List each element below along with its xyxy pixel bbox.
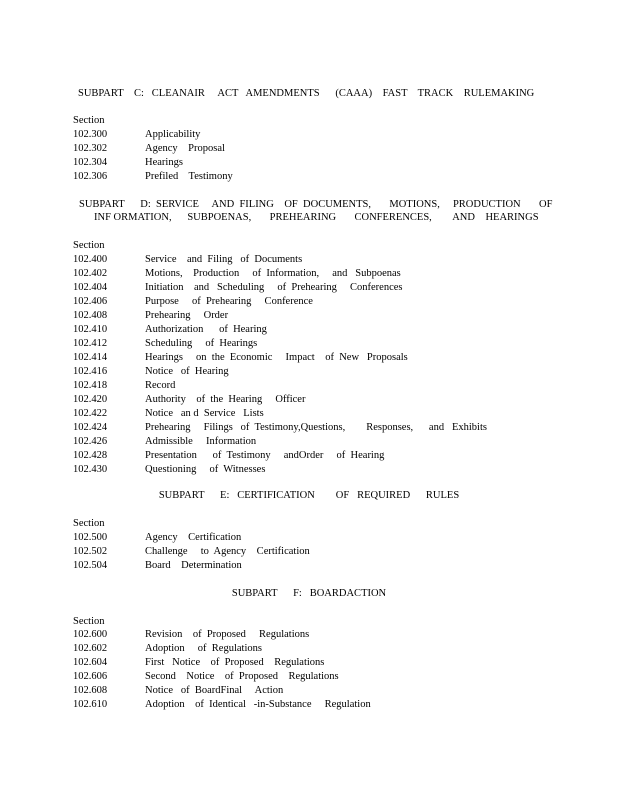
section-title: Authorization of Hearing <box>145 324 267 335</box>
section-number: 102.414 <box>73 352 108 363</box>
section-number: 102.400 <box>73 254 108 265</box>
section-title: First Notice of Proposed Regulations <box>145 657 325 668</box>
subpart-f-entries <box>73 628 553 712</box>
section-title: Presentation of Testimony andOrder of Hearing <box>145 450 385 461</box>
section-title: Questioning of Witnesses <box>145 464 266 475</box>
subpart-e-entries <box>73 531 553 573</box>
list-item <box>73 337 553 351</box>
section-title: Agency Certification <box>145 532 242 543</box>
section-number: 102.606 <box>73 671 108 682</box>
section-title: Hearings <box>145 157 183 168</box>
list-item <box>73 393 553 407</box>
section-number: 102.502 <box>73 546 108 557</box>
section-title: Hearings on the Economic Impact of New Proposals <box>145 352 408 363</box>
subpart-c-entries <box>73 128 553 184</box>
list-item <box>73 407 553 421</box>
list-item <box>73 379 553 393</box>
section-number: 102.402 <box>73 268 108 279</box>
section-number: 102.500 <box>73 532 108 543</box>
section-title: Board Determination <box>145 560 242 571</box>
list-item <box>73 698 553 712</box>
section-title: Notice of BoardFinal Action <box>145 685 284 696</box>
list-item <box>73 128 553 142</box>
section-number: 102.408 <box>73 310 108 321</box>
section-title: Prehearing Order <box>145 310 229 321</box>
section-title: Applicability <box>145 129 201 140</box>
section-title: Adoption of Regulations <box>145 643 262 654</box>
section-number: 102.404 <box>73 282 108 293</box>
section-number: 102.604 <box>73 657 108 668</box>
subpart-d-heading-line1: SUBPART D: SERVICE AND FILING OF DOCUMENTS, MOTIONS, PRODUCTION OF <box>79 199 553 210</box>
subpart-e-section-label: Section <box>73 518 105 529</box>
section-title: Service and Filing of Documents <box>145 254 303 265</box>
section-number: 102.306 <box>73 171 108 182</box>
list-item <box>73 449 553 463</box>
section-title: Challenge to Agency Certification <box>145 546 310 557</box>
list-item <box>73 421 553 435</box>
list-item <box>73 351 553 365</box>
section-number: 102.302 <box>73 143 108 154</box>
section-number: 102.300 <box>73 129 108 140</box>
section-title: Record <box>145 380 176 391</box>
section-number: 102.424 <box>73 422 108 433</box>
section-number: 102.412 <box>73 338 108 349</box>
section-title: Adoption of Identical -in-Substance Regulation <box>145 699 371 710</box>
section-number: 102.602 <box>73 643 108 654</box>
section-number: 102.422 <box>73 408 108 419</box>
list-item <box>73 463 553 477</box>
list-item <box>73 142 553 156</box>
list-item <box>73 365 553 379</box>
list-item <box>73 253 553 267</box>
subpart-e-heading: SUBPART E: CERTIFICATION OF REQUIRED RULES <box>158 490 460 501</box>
subpart-d-entries <box>73 253 553 477</box>
section-title: Scheduling of Hearings <box>145 338 258 349</box>
list-item <box>73 281 553 295</box>
section-number: 102.416 <box>73 366 108 377</box>
section-title: Admissible Information <box>145 436 257 447</box>
list-item <box>73 642 553 656</box>
section-title: Notice of Hearing <box>145 366 229 377</box>
section-title: Motions, Production of Information, and Subpoenas <box>145 268 401 279</box>
list-item <box>73 545 553 559</box>
subpart-f-section-label: Section <box>73 616 105 627</box>
list-item <box>73 684 553 698</box>
section-title: Authority of the Hearing Officer <box>145 394 306 405</box>
list-item <box>73 559 553 573</box>
subpart-c-section-label: Section <box>73 115 105 126</box>
section-number: 102.610 <box>73 699 108 710</box>
section-title: Second Notice of Proposed Regulations <box>145 671 339 682</box>
list-item <box>73 295 553 309</box>
subpart-d-heading-line2: INF ORMATION, SUBPOENAS, PREHEARING CONFERENCES, AND HEARINGS <box>94 212 539 223</box>
list-item <box>73 323 553 337</box>
section-number: 102.428 <box>73 450 108 461</box>
section-number: 102.420 <box>73 394 108 405</box>
section-number: 102.608 <box>73 685 108 696</box>
list-item <box>73 309 553 323</box>
list-item <box>73 267 553 281</box>
list-item <box>73 670 553 684</box>
list-item <box>73 170 553 184</box>
section-number: 102.600 <box>73 629 108 640</box>
section-title: Revision of Proposed Regulations <box>145 629 310 640</box>
list-item <box>73 156 553 170</box>
section-number: 102.504 <box>73 560 108 571</box>
subpart-d-section-label: Section <box>73 240 105 251</box>
section-number: 102.410 <box>73 324 108 335</box>
section-number: 102.430 <box>73 464 108 475</box>
section-title: Initiation and Scheduling of Prehearing Conferences <box>145 282 403 293</box>
section-title: Notice an d Service Lists <box>145 408 264 419</box>
section-title: Agency Proposal <box>145 143 225 154</box>
list-item <box>73 628 553 642</box>
section-number: 102.406 <box>73 296 108 307</box>
section-number: 102.426 <box>73 436 108 447</box>
list-item <box>73 656 553 670</box>
list-item <box>73 435 553 449</box>
section-title: Prefiled Testimony <box>145 171 233 182</box>
subpart-c-heading: SUBPART C: CLEANAIR ACT AMENDMENTS (CAAA) FAST TRACK RULEMAKING <box>78 88 535 99</box>
section-number: 102.418 <box>73 380 108 391</box>
subpart-f-heading: SUBPART F: BOARDACTION <box>231 588 387 599</box>
list-item <box>73 531 553 545</box>
section-number: 102.304 <box>73 157 108 168</box>
section-title: Purpose of Prehearing Conference <box>145 296 313 307</box>
section-title: Prehearing Filings of Testimony,Questions, Responses, and Exhibits <box>145 422 487 433</box>
